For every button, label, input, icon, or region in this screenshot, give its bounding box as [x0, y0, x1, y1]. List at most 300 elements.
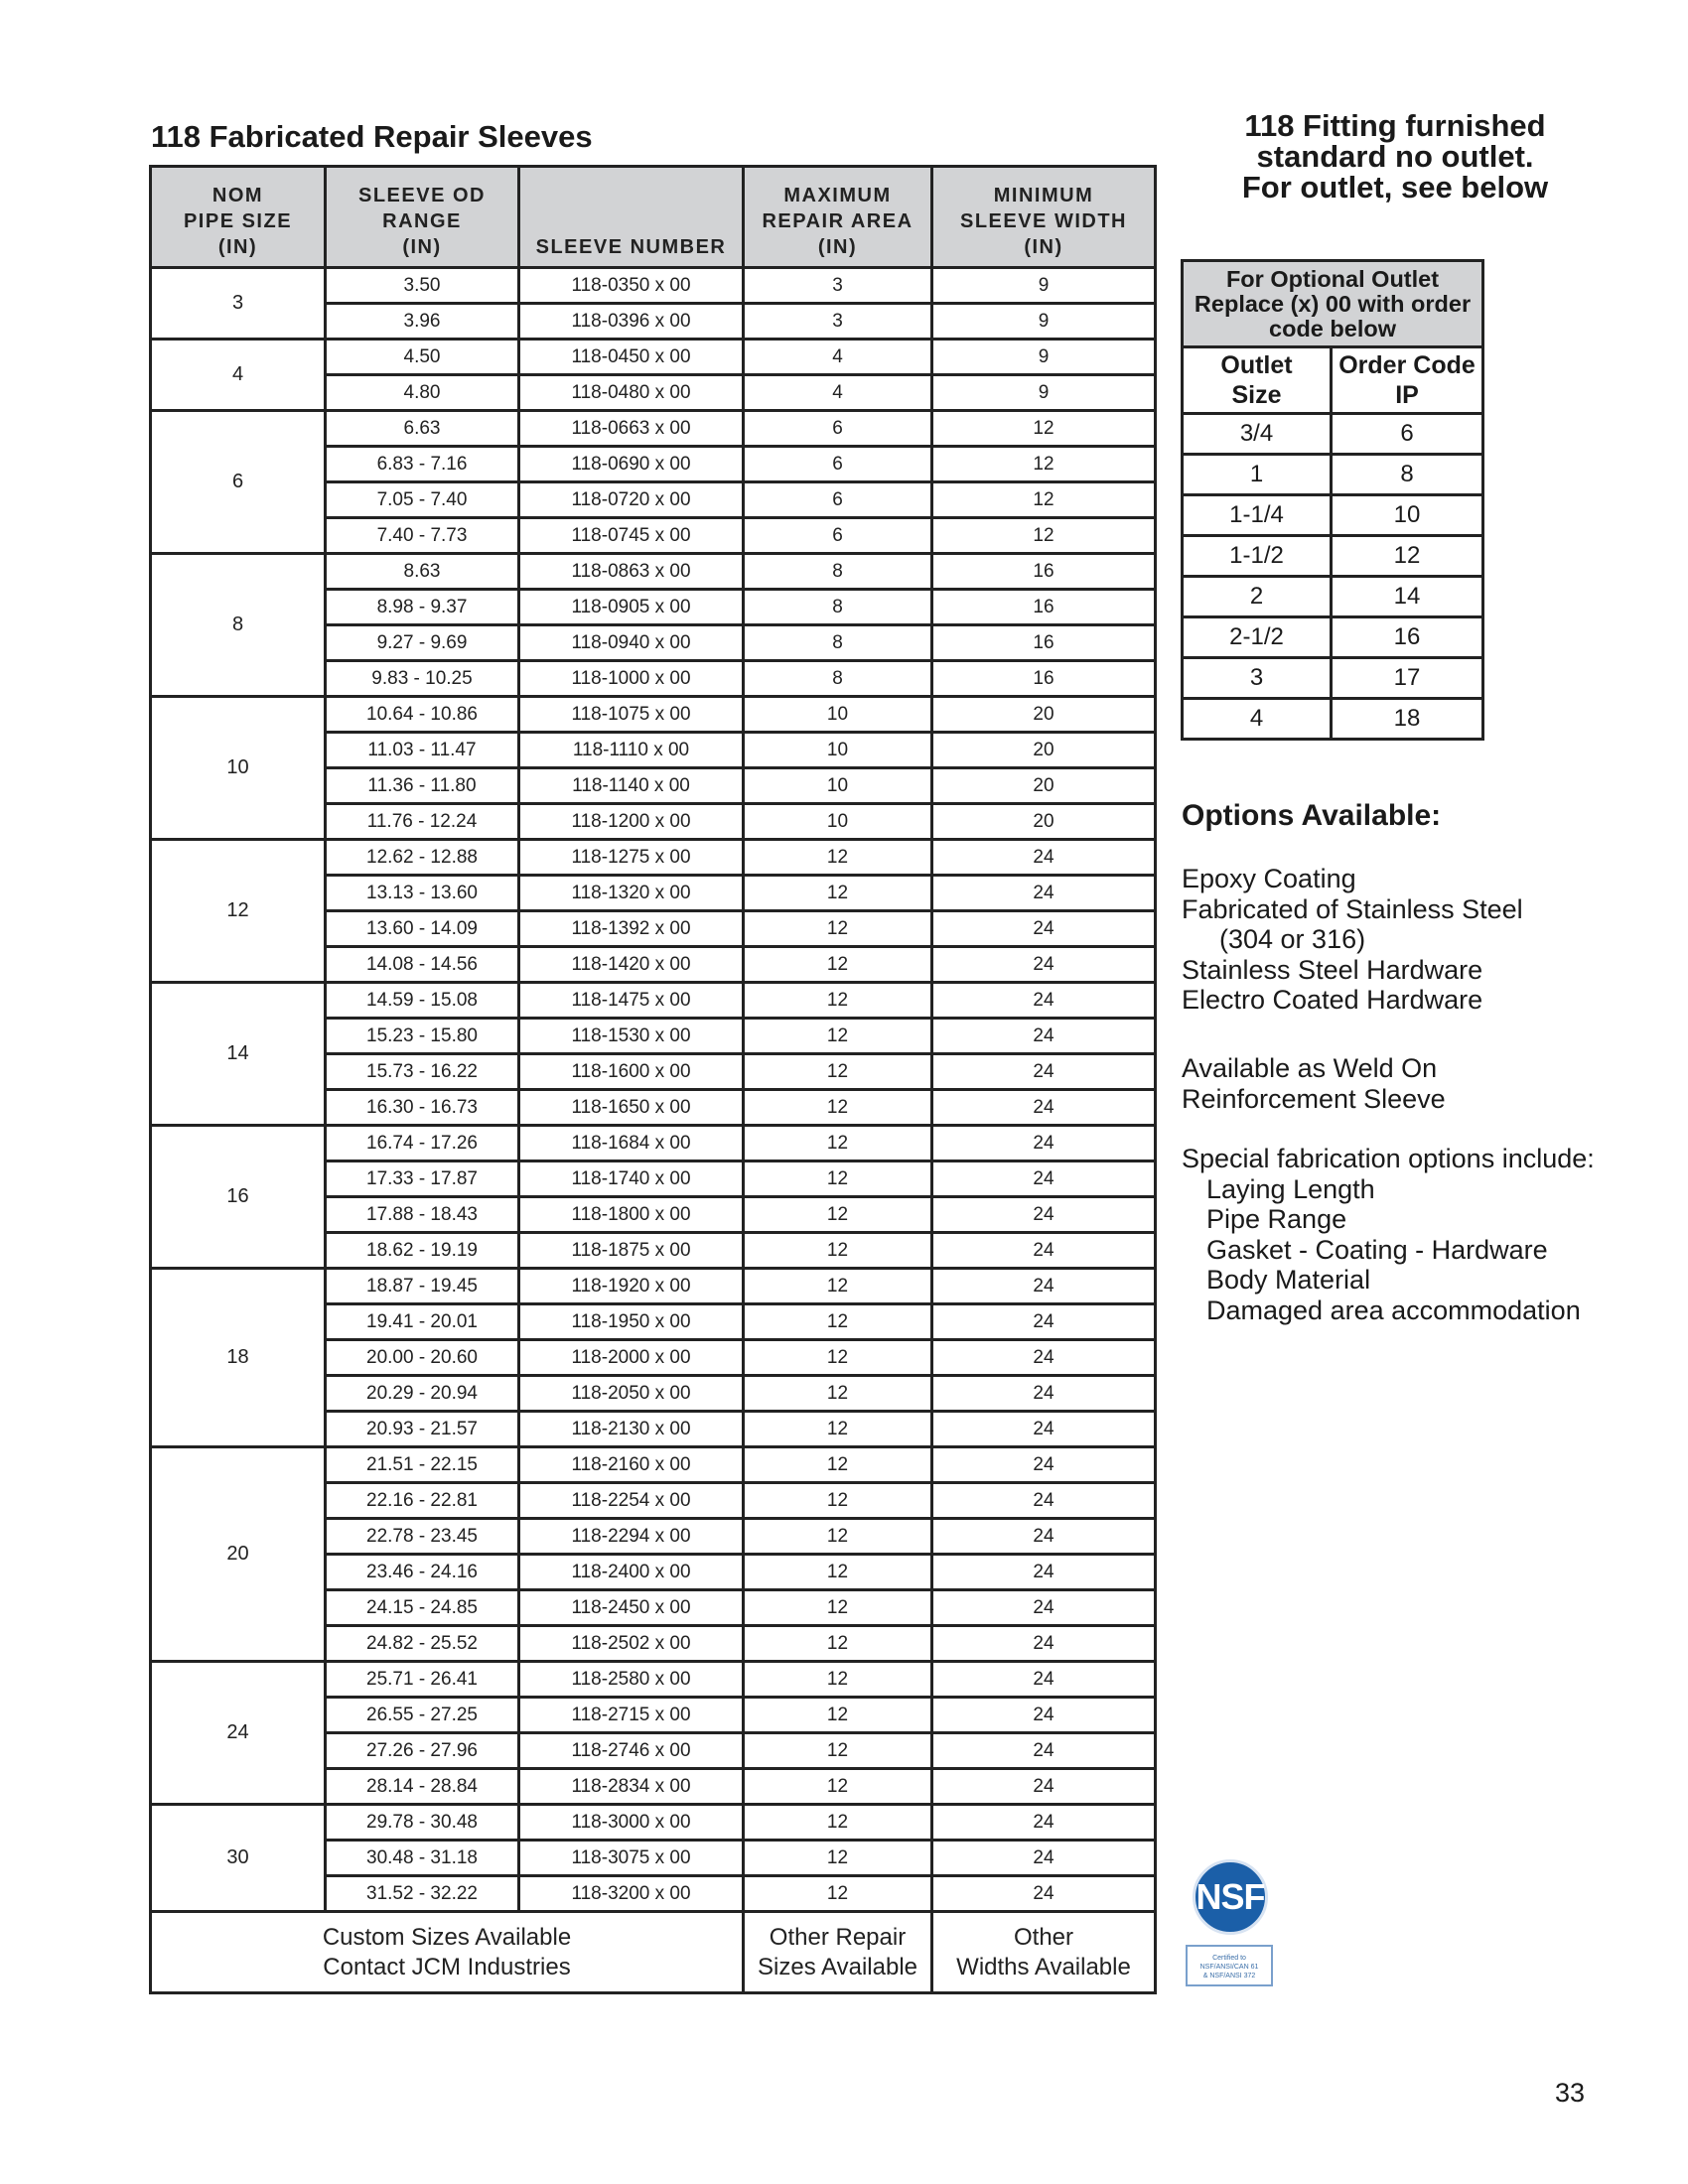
header-line: SLEEVE OD: [358, 185, 486, 206]
repair-area-cell: 12: [744, 1054, 932, 1090]
sleeve-number-cell: 118-2050 x 00: [519, 1376, 744, 1412]
table-row: [151, 983, 1156, 1019]
sleeve-od-cell: 8.63: [326, 554, 519, 590]
repair-area-cell: 12: [744, 1019, 932, 1054]
outlet-size-cell: 1: [1183, 455, 1332, 495]
outlet-row: [1183, 536, 1483, 577]
sleeve-number-cell: 118-0350 x 00: [519, 268, 744, 304]
outlet-header-row: [1183, 347, 1483, 414]
footer-line: Custom Sizes Available: [322, 1923, 572, 1951]
table-row: [151, 1662, 1156, 1698]
repair-area-cell: 6: [744, 518, 932, 554]
outlet-size-cell: 1-1/4: [1183, 495, 1332, 536]
header-line: (IN): [402, 236, 442, 258]
nom-pipe-size-cell: 16: [151, 1126, 326, 1269]
repair-area-cell: 12: [744, 1126, 932, 1161]
header-order-code: [1332, 347, 1483, 414]
sleeve-od-cell: 11.76 - 12.24: [326, 804, 519, 840]
weld-line: Reinforcement Sleeve: [1182, 1083, 1446, 1114]
sleeve-od-cell: 27.26 - 27.96: [326, 1733, 519, 1769]
repair-area-cell: 12: [744, 911, 932, 947]
sleeve-od-cell: 15.23 - 15.80: [326, 1019, 519, 1054]
outlet-size-cell: 3/4: [1183, 414, 1332, 455]
sleeve-width-cell: 24: [932, 1662, 1156, 1698]
header-line: MAXIMUM: [783, 185, 892, 206]
sleeve-number-cell: 118-1420 x 00: [519, 947, 744, 983]
sleeve-od-cell: 9.27 - 9.69: [326, 625, 519, 661]
option-item: Epoxy Coating: [1182, 864, 1356, 893]
repair-area-cell: 10: [744, 733, 932, 768]
custom-sizes-note: [151, 1912, 744, 1993]
header-line: (IN): [217, 236, 258, 258]
other-widths-note: [932, 1912, 1156, 1993]
table-row: [151, 1805, 1156, 1841]
cert-line: & NSF/ANSI 372: [1202, 1973, 1256, 1979]
header-min-sleeve-width: [932, 167, 1156, 268]
outlet-row: [1183, 577, 1483, 617]
special-fabrication-options: [1182, 1144, 1595, 1325]
sleeve-number-cell: 118-0450 x 00: [519, 340, 744, 375]
caption-line: For Optional Outlet: [1225, 266, 1440, 292]
sleeve-od-cell: 21.51 - 22.15: [326, 1447, 519, 1483]
sleeve-od-cell: 16.30 - 16.73: [326, 1090, 519, 1126]
repair-area-cell: 12: [744, 1698, 932, 1733]
sleeve-width-cell: 24: [932, 1126, 1156, 1161]
sleeve-width-cell: 24: [932, 1805, 1156, 1841]
sleeve-number-cell: 118-1684 x 00: [519, 1126, 744, 1161]
sleeve-od-cell: 9.83 - 10.25: [326, 661, 519, 697]
option-item: Electro Coated Hardware: [1182, 985, 1483, 1015]
nom-pipe-size-cell: 8: [151, 554, 326, 697]
sleeve-width-cell: 16: [932, 554, 1156, 590]
repair-area-cell: 12: [744, 1662, 932, 1698]
sleeve-od-cell: 17.33 - 17.87: [326, 1161, 519, 1197]
sleeve-number-cell: 118-1950 x 00: [519, 1304, 744, 1340]
cert-line: Certified to: [1212, 1955, 1246, 1962]
sleeve-od-cell: 16.74 - 17.26: [326, 1126, 519, 1161]
repair-area-cell: 12: [744, 983, 932, 1019]
nom-pipe-size-cell: 24: [151, 1662, 326, 1805]
repair-area-cell: 12: [744, 947, 932, 983]
sleeve-number-cell: 118-1875 x 00: [519, 1233, 744, 1269]
sleeve-od-cell: 6.83 - 7.16: [326, 447, 519, 482]
sleeve-number-cell: 118-0480 x 00: [519, 375, 744, 411]
table-row: [151, 1126, 1156, 1161]
repair-area-cell: 12: [744, 1590, 932, 1626]
sleeve-od-cell: 18.62 - 19.19: [326, 1233, 519, 1269]
header-line: RANGE: [382, 210, 462, 232]
sleeve-number-cell: 118-1320 x 00: [519, 876, 744, 911]
sleeve-number-cell: 118-1275 x 00: [519, 840, 744, 876]
repair-area-cell: 12: [744, 1805, 932, 1841]
sleeve-width-cell: 16: [932, 661, 1156, 697]
order-code-cell: 10: [1332, 495, 1483, 536]
repair-area-cell: 12: [744, 1161, 932, 1197]
sleeve-width-cell: 24: [932, 1698, 1156, 1733]
nom-pipe-size-cell: 14: [151, 983, 326, 1126]
order-code-cell: 12: [1332, 536, 1483, 577]
nom-pipe-size-cell: 3: [151, 268, 326, 340]
footer-line: Other Repair: [769, 1923, 907, 1951]
table-row: [151, 340, 1156, 375]
sleeve-number-cell: 118-1392 x 00: [519, 911, 744, 947]
sleeve-number-cell: 118-3200 x 00: [519, 1876, 744, 1912]
sleeve-number-cell: 118-1600 x 00: [519, 1054, 744, 1090]
sleeve-width-cell: 24: [932, 1019, 1156, 1054]
sleeve-width-cell: 24: [932, 1233, 1156, 1269]
sleeve-width-cell: 24: [932, 1412, 1156, 1447]
sleeve-number-cell: 118-2580 x 00: [519, 1662, 744, 1698]
page-number: 33: [1555, 2078, 1586, 2108]
repair-area-cell: 12: [744, 840, 932, 876]
repair-area-cell: 12: [744, 1340, 932, 1376]
repair-area-cell: 8: [744, 590, 932, 625]
repair-area-cell: 12: [744, 1519, 932, 1555]
nsf-cert-box: [1186, 1945, 1273, 1986]
table-row: [151, 554, 1156, 590]
sleeve-width-cell: 24: [932, 1626, 1156, 1662]
sleeve-number-cell: 118-0940 x 00: [519, 625, 744, 661]
sleeve-width-cell: 24: [932, 1555, 1156, 1590]
sleeve-width-cell: 9: [932, 304, 1156, 340]
sleeve-number-cell: 118-2834 x 00: [519, 1769, 744, 1805]
table-row: [151, 1269, 1156, 1304]
sleeve-od-cell: 12.62 - 12.88: [326, 840, 519, 876]
special-item: Damaged area accommodation: [1206, 1295, 1581, 1325]
sleeve-od-cell: 19.41 - 20.01: [326, 1304, 519, 1340]
sleeve-width-cell: 24: [932, 1376, 1156, 1412]
sleeve-od-cell: 22.78 - 23.45: [326, 1519, 519, 1555]
sleeve-od-cell: 14.08 - 14.56: [326, 947, 519, 983]
nom-pipe-size-cell: 20: [151, 1447, 326, 1662]
nom-pipe-size-cell: 4: [151, 340, 326, 411]
header-line: IP: [1395, 381, 1419, 409]
table-row: [151, 411, 1156, 447]
header-line: PIPE SIZE: [183, 210, 293, 232]
special-item: Body Material: [1206, 1265, 1371, 1295]
sleeve-width-cell: 24: [932, 840, 1156, 876]
header-line: NOM: [211, 185, 264, 206]
sleeve-od-cell: 13.60 - 14.09: [326, 911, 519, 947]
sleeve-od-cell: 20.29 - 20.94: [326, 1376, 519, 1412]
sleeve-od-cell: 10.64 - 10.86: [326, 697, 519, 733]
repair-area-cell: 12: [744, 1090, 932, 1126]
nom-pipe-size-cell: 12: [151, 840, 326, 983]
sleeve-number-cell: 118-0863 x 00: [519, 554, 744, 590]
table-row: [151, 268, 1156, 304]
sleeve-od-cell: 3.50: [326, 268, 519, 304]
sleeve-width-cell: 24: [932, 1733, 1156, 1769]
repair-area-cell: 12: [744, 1733, 932, 1769]
sleeve-width-cell: 20: [932, 697, 1156, 733]
nsf-mark: NSF: [1193, 1859, 1268, 1935]
sleeve-od-cell: 7.40 - 7.73: [326, 518, 519, 554]
order-code-cell: 8: [1332, 455, 1483, 495]
repair-area-cell: 12: [744, 1412, 932, 1447]
repair-area-cell: 12: [744, 1876, 932, 1912]
sleeve-number-cell: 118-0905 x 00: [519, 590, 744, 625]
table-row: [151, 1447, 1156, 1483]
repair-area-cell: 10: [744, 697, 932, 733]
sleeve-od-cell: 23.46 - 24.16: [326, 1555, 519, 1590]
sleeve-od-cell: 25.71 - 26.41: [326, 1662, 519, 1698]
nom-pipe-size-cell: 6: [151, 411, 326, 554]
nsf-certification-logo: [1186, 1859, 1275, 1988]
repair-area-cell: 10: [744, 768, 932, 804]
header-line: REPAIR AREA: [762, 210, 914, 232]
sleeve-width-cell: 24: [932, 1090, 1156, 1126]
repair-area-cell: 12: [744, 1769, 932, 1805]
sleeve-width-cell: 20: [932, 733, 1156, 768]
outlet-headline: [1182, 110, 1609, 203]
outlet-size-cell: 4: [1183, 699, 1332, 740]
sleeve-od-cell: 31.52 - 32.22: [326, 1876, 519, 1912]
header-line: MINIMUM: [993, 185, 1094, 206]
outlet-row: [1183, 617, 1483, 658]
sleeve-od-cell: 4.50: [326, 340, 519, 375]
outlet-caption: [1183, 261, 1483, 347]
sleeve-number-cell: 118-2715 x 00: [519, 1698, 744, 1733]
repair-area-cell: 12: [744, 1626, 932, 1662]
sleeve-od-cell: 20.93 - 21.57: [326, 1412, 519, 1447]
outlet-size-cell: 2: [1183, 577, 1332, 617]
sleeve-width-cell: 24: [932, 1340, 1156, 1376]
sleeve-number-cell: 118-1920 x 00: [519, 1269, 744, 1304]
footer-line: Other: [1013, 1923, 1074, 1951]
sleeve-od-cell: 26.55 - 27.25: [326, 1698, 519, 1733]
sleeve-od-cell: 24.15 - 24.85: [326, 1590, 519, 1626]
sleeve-number-cell: 118-2130 x 00: [519, 1412, 744, 1447]
special-item: Laying Length: [1206, 1173, 1375, 1204]
header-line: Order Code: [1338, 351, 1476, 379]
order-code-cell: 16: [1332, 617, 1483, 658]
sleeve-number-cell: 118-3000 x 00: [519, 1805, 744, 1841]
option-item-sub: (304 or 316): [1219, 924, 1366, 954]
repair-area-cell: 12: [744, 1269, 932, 1304]
sleeve-width-cell: 24: [932, 1483, 1156, 1519]
nom-pipe-size-cell: 10: [151, 697, 326, 840]
sleeve-width-cell: 24: [932, 1841, 1156, 1876]
sleeve-width-cell: 24: [932, 947, 1156, 983]
repair-sleeves-table: [149, 165, 1157, 1994]
special-item: Gasket - Coating - Hardware: [1206, 1234, 1548, 1265]
sleeve-number-cell: 118-1530 x 00: [519, 1019, 744, 1054]
sleeve-number-cell: 118-1650 x 00: [519, 1090, 744, 1126]
table-row: [151, 840, 1156, 876]
sleeve-width-cell: 24: [932, 1304, 1156, 1340]
sleeve-number-cell: 118-1000 x 00: [519, 661, 744, 697]
special-item: Pipe Range: [1206, 1204, 1347, 1234]
sleeve-od-cell: 20.00 - 20.60: [326, 1340, 519, 1376]
sleeve-number-cell: 118-2000 x 00: [519, 1340, 744, 1376]
headline-line: standard no outlet.: [1256, 139, 1534, 174]
sleeve-number-cell: 118-0663 x 00: [519, 411, 744, 447]
repair-area-cell: 12: [744, 1233, 932, 1269]
sleeve-width-cell: 24: [932, 1269, 1156, 1304]
sleeve-od-cell: 22.16 - 22.81: [326, 1483, 519, 1519]
sleeve-od-cell: 4.80: [326, 375, 519, 411]
repair-area-cell: 12: [744, 876, 932, 911]
sleeve-number-cell: 118-1740 x 00: [519, 1161, 744, 1197]
sleeve-width-cell: 24: [932, 911, 1156, 947]
outlet-row: [1183, 658, 1483, 699]
table-row: [151, 697, 1156, 733]
sleeve-number-cell: 118-0745 x 00: [519, 518, 744, 554]
sleeve-number-cell: 118-2450 x 00: [519, 1590, 744, 1626]
sleeve-width-cell: 24: [932, 983, 1156, 1019]
sleeve-od-cell: 15.73 - 16.22: [326, 1054, 519, 1090]
repair-area-cell: 3: [744, 304, 932, 340]
option-item: Fabricated of Stainless Steel: [1182, 893, 1523, 924]
sleeve-number-cell: 118-2294 x 00: [519, 1519, 744, 1555]
repair-area-cell: 3: [744, 268, 932, 304]
repair-area-cell: 12: [744, 1555, 932, 1590]
header-sleeve-number: [519, 167, 744, 268]
sleeve-od-cell: 7.05 - 7.40: [326, 482, 519, 518]
sleeve-number-cell: 118-3075 x 00: [519, 1841, 744, 1876]
sleeve-width-cell: 12: [932, 482, 1156, 518]
sleeve-width-cell: 24: [932, 1447, 1156, 1483]
sleeve-width-cell: 9: [932, 268, 1156, 304]
sleeve-number-cell: 118-1075 x 00: [519, 697, 744, 733]
sleeve-od-cell: 11.03 - 11.47: [326, 733, 519, 768]
sleeve-od-cell: 18.87 - 19.45: [326, 1269, 519, 1304]
sleeve-number-cell: 118-2400 x 00: [519, 1555, 744, 1590]
sleeve-od-cell: 17.88 - 18.43: [326, 1197, 519, 1233]
sleeve-width-cell: 9: [932, 375, 1156, 411]
sleeve-width-cell: 9: [932, 340, 1156, 375]
sleeve-width-cell: 16: [932, 625, 1156, 661]
options-heading: Options Available:: [1182, 799, 1442, 832]
header-line: (IN): [817, 236, 858, 258]
outlet-table: [1181, 259, 1484, 741]
sleeve-width-cell: 16: [932, 590, 1156, 625]
table-footer-row: [151, 1912, 1156, 1993]
repair-area-cell: 6: [744, 482, 932, 518]
sleeve-number-cell: 118-0396 x 00: [519, 304, 744, 340]
repair-area-cell: 4: [744, 375, 932, 411]
sleeve-width-cell: 24: [932, 1161, 1156, 1197]
repair-area-cell: 6: [744, 411, 932, 447]
header-line: SLEEVE NUMBER: [535, 236, 727, 258]
outlet-row: [1183, 414, 1483, 455]
outlet-caption-row: [1183, 261, 1483, 347]
outlet-size-cell: 1-1/2: [1183, 536, 1332, 577]
other-repair-sizes-note: [744, 1912, 932, 1993]
sleeve-width-cell: 24: [932, 1519, 1156, 1555]
sleeve-width-cell: 24: [932, 1876, 1156, 1912]
table-body: [151, 268, 1156, 1912]
header-line: SLEEVE WIDTH: [959, 210, 1127, 232]
special-heading: Special fabrication options include:: [1182, 1144, 1595, 1173]
sleeve-width-cell: 24: [932, 1054, 1156, 1090]
footer-line: Sizes Available: [758, 1953, 917, 1980]
header-line: Size: [1231, 381, 1282, 409]
sleeve-width-cell: 24: [932, 1590, 1156, 1626]
outlet-row: [1183, 495, 1483, 536]
repair-area-cell: 12: [744, 1197, 932, 1233]
outlet-size-cell: 3: [1183, 658, 1332, 699]
order-code-cell: 6: [1332, 414, 1483, 455]
sleeve-number-cell: 118-1475 x 00: [519, 983, 744, 1019]
sleeve-od-cell: 30.48 - 31.18: [326, 1841, 519, 1876]
sleeve-width-cell: 12: [932, 411, 1156, 447]
order-code-cell: 18: [1332, 699, 1483, 740]
repair-area-cell: 12: [744, 1376, 932, 1412]
header-sleeve-od-range: [326, 167, 519, 268]
sleeve-width-cell: 12: [932, 447, 1156, 482]
header-line: (IN): [1024, 236, 1063, 258]
caption-line: Replace (x) 00 with order: [1194, 291, 1472, 317]
option-item: Stainless Steel Hardware: [1182, 954, 1483, 985]
sleeve-width-cell: 20: [932, 768, 1156, 804]
sleeve-number-cell: 118-2254 x 00: [519, 1483, 744, 1519]
outlet-row: [1183, 455, 1483, 495]
outlet-table-body: [1183, 414, 1483, 740]
sleeve-number-cell: 118-1110 x 00: [519, 733, 744, 768]
header-line: Outlet: [1220, 351, 1293, 379]
sleeve-number-cell: 118-2502 x 00: [519, 1626, 744, 1662]
sleeve-od-cell: 3.96: [326, 304, 519, 340]
sleeve-width-cell: 12: [932, 518, 1156, 554]
weld-on-note: [1182, 1053, 1446, 1114]
footer-line: Contact JCM Industries: [323, 1953, 571, 1980]
header-nom-pipe-size: [151, 167, 326, 268]
sleeve-number-cell: 118-1800 x 00: [519, 1197, 744, 1233]
sleeve-od-cell: 8.98 - 9.37: [326, 590, 519, 625]
sleeve-number-cell: 118-0720 x 00: [519, 482, 744, 518]
repair-area-cell: 8: [744, 554, 932, 590]
sleeve-width-cell: 24: [932, 1769, 1156, 1805]
sleeve-number-cell: 118-1200 x 00: [519, 804, 744, 840]
repair-area-cell: 4: [744, 340, 932, 375]
repair-area-cell: 12: [744, 1447, 932, 1483]
repair-area-cell: 12: [744, 1483, 932, 1519]
order-code-cell: 17: [1332, 658, 1483, 699]
sleeve-number-cell: 118-0690 x 00: [519, 447, 744, 482]
sleeve-od-cell: 13.13 - 13.60: [326, 876, 519, 911]
caption-line: code below: [1269, 316, 1396, 341]
repair-area-cell: 12: [744, 1841, 932, 1876]
repair-area-cell: 6: [744, 447, 932, 482]
sleeve-od-cell: 6.63: [326, 411, 519, 447]
footer-line: Widths Available: [956, 1953, 1131, 1980]
sleeve-od-cell: 28.14 - 28.84: [326, 1769, 519, 1805]
header-max-repair-area: [744, 167, 932, 268]
options-list: [1182, 864, 1523, 1016]
repair-area-cell: 12: [744, 1304, 932, 1340]
outlet-size-cell: 2-1/2: [1183, 617, 1332, 658]
headline-line: For outlet, see below: [1241, 170, 1549, 205]
sleeve-width-cell: 24: [932, 1197, 1156, 1233]
sleeve-number-cell: 118-1140 x 00: [519, 768, 744, 804]
nom-pipe-size-cell: 18: [151, 1269, 326, 1447]
repair-area-cell: 8: [744, 661, 932, 697]
headline-line: 118 Fitting furnished: [1244, 108, 1546, 143]
sleeve-od-cell: 24.82 - 25.52: [326, 1626, 519, 1662]
weld-line: Available as Weld On: [1182, 1053, 1438, 1083]
sleeve-od-cell: 14.59 - 15.08: [326, 983, 519, 1019]
repair-area-cell: 8: [744, 625, 932, 661]
repair-area-cell: 10: [744, 804, 932, 840]
table-header-row: [151, 167, 1156, 268]
sleeve-width-cell: 20: [932, 804, 1156, 840]
sleeve-od-cell: 11.36 - 11.80: [326, 768, 519, 804]
page-title: 118 Fabricated Repair Sleeves: [151, 119, 593, 154]
order-code-cell: 14: [1332, 577, 1483, 617]
sleeve-width-cell: 24: [932, 876, 1156, 911]
outlet-row: [1183, 699, 1483, 740]
